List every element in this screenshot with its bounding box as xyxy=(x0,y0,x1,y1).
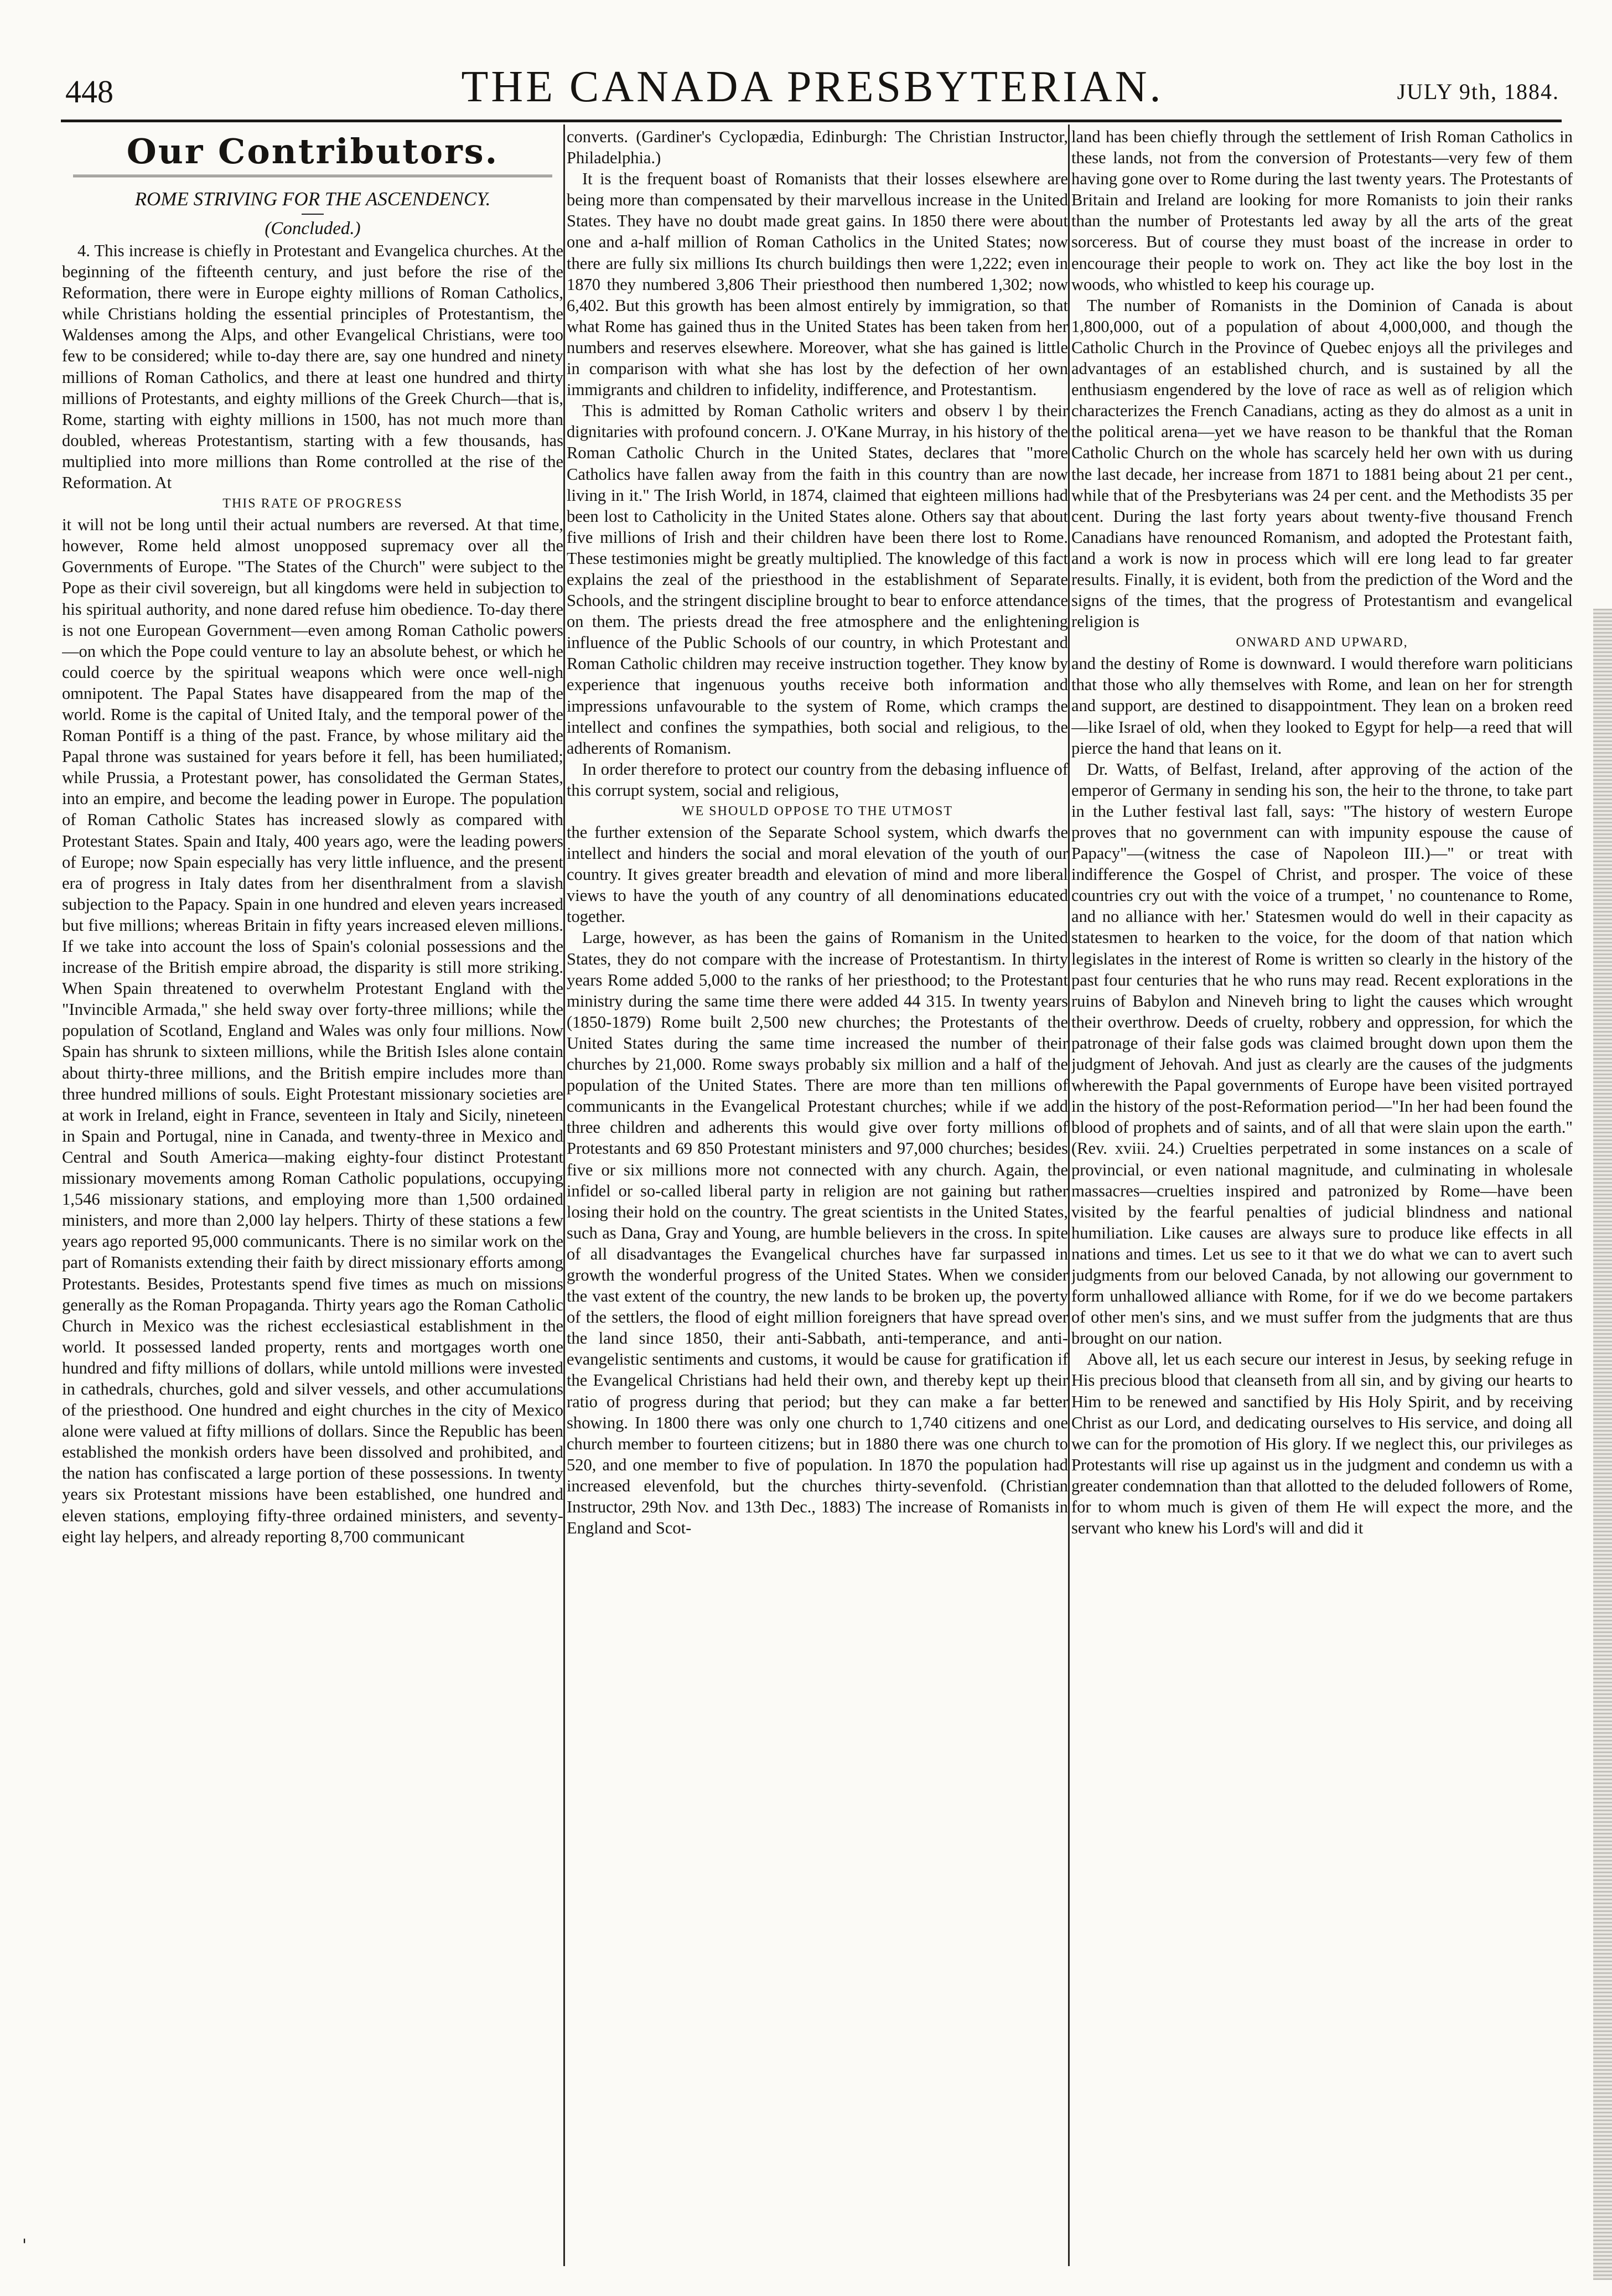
column-divider xyxy=(563,125,565,2266)
header-rule xyxy=(61,120,1562,122)
article-subheading: THIS RATE OF PROGRESS xyxy=(222,496,403,511)
article-subheading: WE SHOULD OPPOSE TO THE UTMOST xyxy=(681,804,953,818)
column-3 xyxy=(1071,126,1573,2262)
article-paragraph: Above all, let us each secure our interest in Jesus, by seeking refuge in His precious blood that cleanseth from all sin, and by giving our hearts to Him to be renewed and sanctified by His Holy Spirit, and by receiving Christ as our Lord, and dedicating ourselves to His service, and doing all we can for the promotion of His glory. If we neglect this, our privileges as Protestants will rise up against us in the judgment and condemn us with a greater condemnation than that allotted to the deluded followers of Rome, for to whom much is given of them He will expect the more, and the servant who knew his Lord's will and did it xyxy=(1071,1350,1573,1538)
section-rule xyxy=(73,175,552,180)
article-paragraph: Large, however, as has been the gains of Romanism in the United States, they do not compare with the increase of Protestantism. In thirty years Rome added 5,000 to the ranks of her priesthood; to the Protestant ministry during the same time there were added 44 315. In twenty years (1850-1879) Rome built 2,500 new churches; the Protestants of the United States during the same time increased the number of their churches by 21,000. Rome sways probably six million and a half of the population of the United States. There are more than ten millions of communicants in the Evangelical Protestant churches; while if we add three children and adherents this would give over forty millions of Protestants and 69 850 Protestant ministers and 97,000 churches; besides five or six millions more not connected with any church. Again, the infidel or so-called liberal party in religion are not gaining but rather losing their hold on the country. The great scientists in the United States, such as Dana, Gray and Young, are humble believers in the cross. In spite of all disadvantages the Evangelical churches have far surpassed in growth the wonderful progress of the United States. When we consider the vast extent of the country, the new lands to be broken up, the poverty of the settlers, the flood of eight million foreigners that have spread over the land since 1850, their anti-Sabbath, anti-temperance, and anti-evangelistic sentiments and customs, it would be cause for gratification if the Evangelical Christians had held their own, and thereby kept up their ratio of progress during that period; but they can make a far better showing. In 1800 there was only one church to 1,740 citizens and one church member to fourteen citizens; but in 1880 there was one church to 520, and one member to five of population. In 1870 the population had increased elevenfold, but the churches thirty-sevenfold. (Christian Instructor, 29th Nov. and 13th Dec., 1883) The increase of Romanists in England and Scot- xyxy=(567,928,1068,1538)
article-status: (Concluded.) xyxy=(265,219,361,239)
margin-mark: ' xyxy=(22,2236,27,2255)
page-header xyxy=(65,60,1559,122)
article-paragraph: Dr. Watts, of Belfast, Ireland, after approving of the action of the emperor of Germany in sending his son, the heir to the throne, to take part in the Luther festival last fall, says: "The history of western Europe proves that no government can with impunity espouse the cause of Papacy"—(witness the case of Napoleon III.)—" or treat with indifference the Gospel of Christ, and prosper. The voice of these countries cry out with the voice of a trumpet, ' no countenance to Rome, and no alliance with her.' Statesmen would do well in their capacity as statesmen to hearken to the voice, for the doom of that nation which legislates in the interest of Rome is written so clearly in the history of the past four centuries that he who runs may read. Recent explorations in the ruins of Babylon and Nineveh bring to light the causes which wrought their overthrow. Deeds of cruelty, robbery and oppression, for which the patronage of their false gods was claimed brought down upon them the judgment of Jehovah. And just as clearly are the causes of the judgments wherewith the Papal governments of Europe have been visited portrayed in the history of the post-Reformation period—"In her had been found the blood of prophets and of saints, and of all that were slain upon the earth." (Rev. xviii. 24.) Cruelties perpetrated in some instances on a scale of provincial, or even national magnitude, and culminating in wholesale massacres—cruelties inspired and patronized by Rome—have been visited by the fearful penalties of judicial blindness and national humiliation. Like causes are always sure to produce like effects in all nations and times. Let us see to it that we do what we can to avert such judgments from our beloved Canada, by not allowing our government to form unhallowed alliance with Rome, for if we do we become partakers of other men's sins, and we must suffer from the judgments that are thus brought on our nation. xyxy=(1071,759,1573,1348)
article-paragraph: 4. This increase is chiefly in Protestant and Evangelica churches. At the beginning of the fifteenth century, and just before the rise of the Reformation, there were in Europe eighty millions of Roman Catholics, while Christians holding the essential principles of Protestantism, the Waldenses among the Alps, and other Evangelical Christians, were too few to be considered; while to-day there are, say one hundred and ninety millions of Roman Catholics, and there at least one hundred and thirty millions of Protestants, and eighty millions of the Greek Church—that is, Rome, starting with eighty millions in 1500, has not much more than doubled, whereas Protestantism, starting with a few thousands, has multiplied into more millions than Rome controlled at the rise of the Reformation. At xyxy=(62,241,563,493)
article-paragraph: The number of Romanists in the Dominion of Canada is about 1,800,000, out of a population of about 4,000,000, and though the Catholic Church in the Province of Quebec enjoys all the privileges and advantages of an established church, and is sustained by all the enthusiasm engendered by the love of race as well as of religion which characterizes the French Canadians, acting as they do almost as a unit in the political arena—yet we have reason to be thankful that the Roman Catholic Church on the whole has scarcely held her own with us during the last decade, her increase from 1871 to 1881 being about 21 per cent., while that of the Presbyterians was 24 per cent. and the Methodists 35 per cent. During the last forty years about twenty-five thousand French Canadians have renounced Romanism, and adopted the Protestant faith, and a work is now in process which will ere long lead to far greater results. Finally, it is evident, both from the prediction of the Word and the signs of the times, that the progress of Protestantism and evangelical religion is xyxy=(1071,296,1573,631)
column-divider xyxy=(1068,125,1070,2266)
section-heading: Our Contributors. xyxy=(126,131,499,172)
article-paragraph: converts. (Gardiner's Cyclopædia, Edinburgh: The Christian Instructor, Philadelphia.) xyxy=(567,127,1068,168)
issue-date: JULY 9th, 1884. xyxy=(1397,79,1559,104)
journal-title: THE CANADA PRESBYTERIAN. xyxy=(461,63,1164,111)
column-1 xyxy=(62,126,563,2262)
article-paragraph: it will not be long until their actual numbers are reversed. At that time, however, Rome held almost unopposed supremacy over all the Governments of Europe. "The States of the Church" were subject to the Pope as their civil sovereign, but all kingdoms were held in subjection to his spiritual authority, and none dared refuse him obedience. To-day there is not one European Government—even among Roman Catholic powers—on which the Pope could venture to lay an absolute behest, or which he could coerce by the spiritual weapons which were once well-nigh omnipotent. The Papal States have disappeared from the map of the world. Rome is the capital of United Italy, and the temporal power of the Roman Pontiff is a thing of the past. France, by whose military aid the Papal throne was sustained for years before it fell, has been humiliated; while Prussia, a Protestant power, has consolidated the German States, into an empire, and become the leading power in Europe. The population of Roman Catholic States has increased slowly as compared with Protestant States. Spain and Italy, 400 years ago, were the leading powers of Europe; now Spain especially has very little influence, and the present era of progress in Italy dates from her disenthralment from a slavish subjection to the Papacy. Spain in one hundred and eleven years increased but five millions; whereas Britain in fifty years increased eleven millions. If we take into account the loss of Spain's colonial possessions and the increase of the British empire abroad, the disparity is still more striking. When Spain threatened to overwhelm Protestant England with the "Invincible Armada," she held sway over forty-three millions; while the population of Scotland, England and Wales was only four millions. Now Spain has shrunk to sixteen millions, while the British Isles alone contain about thirty-three millions, and the British empire includes more than three hundred millions of souls. Eight Protestant missionary societies are at work in Ireland, eight in France, seventeen in Italy and Sicily, nineteen in Spain and Portugal, nine in Canada, and twenty-three in Mexico and Central and South America—making eighty-four distinct Protestant missionary movements among Roman Catholic populations, occupying 1,546 missionary stations, and employing more than 1,500 ordained ministers, and more than 2,000 lay helpers. Thirty of these stations a few years ago reported 95,000 communicants. There is no similar work on the part of Romanists extending their faith by direct missionary efforts among Protestants. Besides, Protestants spend five times as much on missions generally as the Roman Propaganda. Thirty years ago the Roman Catholic Church in Mexico was the richest ecclesiastical establishment in the world. It possessed landed property, rents and mortgages worth one hundred and fifty millions of dollars, while untold millions were invested in cathedrals, churches, gold and silver vessels, and other accumulations of the priesthood. One hundred and eight churches in the city of Mexico alone were valued at fifty millions of dollars. Since the Republic has been established the monkish orders have been dissolved and prohibited, and the nation has confiscated a large portion of these possessions. In twenty years six Protestant missions have been established, one hundred and eleven stations, employing fifty-three ordained ministers, and seventy-eight lay helpers, and already reporting 8,700 communicant xyxy=(62,515,563,1546)
article-paragraph: It is the frequent boast of Romanists that their losses elsewhere are being more than compensated by their marvellous increase in the United States. They have no doubt made great gains. In 1850 there were about one and a-half million of Roman Catholics in the United States; now there are fully six millions Its church buildings then were 1,222; even in 1870 they numbered 3,806 Their priesthood then numbered 1,302; now 6,402. But this growth has been almost entirely by immigration, so that what Rome has gained thus in the United States has been taken from her numbers and reserves elsewhere. Moreover, what she has gained is little in comparison with what she has lost by the defection of her own immigrants and children to infidelity, indifference, and Protestantism. xyxy=(567,169,1068,400)
article-title: ROME STRIVING FOR THE ASCENDENCY. xyxy=(134,188,491,210)
title-rule xyxy=(302,214,324,215)
article-paragraph: and the destiny of Rome is downward. I would therefore warn politicians that those who ally themselves with Rome, and lean on her for strength and support, are destined to disappointment. They lean on a broken reed—like Israel of old, when they looked to Egypt for help—a reed that will pierce the hand that leans on it. xyxy=(1071,654,1573,758)
article-paragraph: In order therefore to protect our country from the debasing influence of this corrupt system, social and religious, xyxy=(567,759,1068,800)
article-paragraph: land has been chiefly through the settlement of Irish Roman Catholics in these lands, not from the conversion of Protestants—very few of them having gone over to Rome during the last twenty years. The Protestants of Britain and Ireland are looking for more Romanists to join their ranks than the number of Protestants led away by all the arts of the great sorceress. But of course they must boast of the increase in order to encourage their people to work on. They act like the boy lost in the woods, who whistled to keep his courage up. xyxy=(1071,127,1573,294)
column-2 xyxy=(567,126,1068,2262)
article-subheading: ONWARD AND UPWARD, xyxy=(1236,635,1408,650)
article-paragraph: the further extension of the Separate School system, which dwarfs the intellect and hinders the social and moral elevation of the youth of our country. It gives greater breadth and elevation of mind and more liberal views to have the youth of any country of all denominations educated together. xyxy=(567,823,1068,926)
page-number: 448 xyxy=(65,74,113,110)
article-paragraph: This is admitted by Roman Catholic writers and observ l by their dignitaries with profound concern. J. O'Kane Murray, in his history of the Roman Catholic Church in the United States, declares that "more Catholics have fallen away from the faith in this country than are now living in it." The Irish World, in 1874, claimed that eighteen millions had been lost to Catholicity in the United States alone. Others say that about five millions of Irish and their children have been there lost to Rome. These testimonies might be greatly multiplied. The knowledge of this fact explains the zeal of the priesthood in the establishment of Separate Schools, and the stringent discipline brought to bear to enforce attendance on them. The priests dread the free atmosphere and the enlightening influence of the Public Schools of our country, in which Protestant and Roman Catholic children may receive instruction together. They know by experience that ingenuous youths receive both information and impressions unfavourable to the system of Rome, which cramps the intellect and confines the sympathies, both social and religious, to the adherents of Romanism. xyxy=(567,401,1068,758)
scan-edge-shading xyxy=(1593,609,1612,2280)
